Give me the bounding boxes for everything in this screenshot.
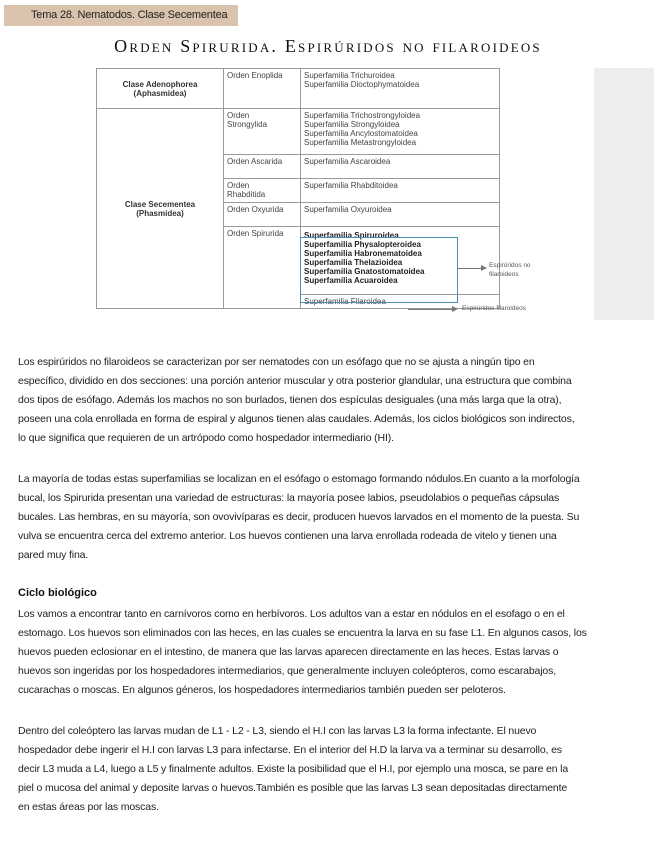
enoplida-families: Superfamilia Trichuroidea Superfamilia Dioctophymatoidea [301,69,500,109]
order-rhabditida: Orden Rhabditida [224,179,301,203]
classification-figure [96,68,554,320]
rhabditida-family: Superfamilia Rhabditoidea [301,179,500,203]
chapter-tag: Tema 28. Nematodos. Clase Secementea [4,5,238,26]
label-filaroideos: Espirúridos filaroideos [462,305,526,312]
class-secementea-cell: Clase Secementea (Phasmidea) [97,109,224,309]
paragraph-2: La mayoría de todas estas superfamilias se localizan en el esófago o estomago formando nódulos.En cuanto a la morfología bucal, los Spirurida presentan una variedad de estructuras: la mayoría posee labios, pseudolabios o pequeñas cápsulas bucales. Las hembras, en su mayoría, son ovovivíparas es decir, producen huevos larvados en el momento de la puesta. Su vulva se encuentra cerca del extremo anterior. Los huevos contienen una larva enrollada rodeada de vitelo y tienen una pared muy fina. [18,473,580,561]
strongylida-families: Superfamilia Trichostrongyloidea Superfamilia Strongyloidea Superfamilia Ancylostomatoidea Superfamilia Metastrongyloidea [301,109,500,155]
paragraph-3: Los vamos a encontrar tanto en carnívoros como en herbívoros. Los adultos van a estar en nódulos en el esofago o en el estomago. Los huevos son eliminados con las heces, en las cuales se encuentra la larva en su fase L1. En algunos casos, los huevos pueden eclosionar en el intestino, de manera que las larvas aparecen directamente en las heces. Estas larvas o huevos son ingeridas por los hospedadores intermediarios, que generalmente incluyen coleópteros, como escarabajos, cucarachas o moscas. En algunos géneros, los hospedadores intermediarios también pueden ser peloteros. [18,608,587,696]
paragraph-1: Los espirúridos no filaroideos se caracterizan por ser nematodes con un esófago que no se ajusta a ningún tipo en específico, dividido en dos secciones: una porción anterior muscular y otra posterior glandular, una estructura que combina dos tipos de esófago. Además los machos no son burlados, tienen dos espículas desiguales (una más larga que la otra), poseen una cola enrollada en forma de espiral y algunos tienen alas caudales. Además, los ciclos biológicos son indirectos, lo que significa que requieren de un artrópodo como hospedador intermediario (HI). [18,356,575,444]
order-ascarida: Orden Ascarida [224,155,301,179]
arrow-head-filaroid [452,306,458,312]
order-strongylida: Orden Strongylida [224,109,301,155]
order-enoplida: Orden Enoplida [224,69,301,109]
section-title-ciclo: Ciclo biológico [18,587,97,599]
arrow-line-no-filaroid [457,268,481,269]
class-adenophorea-cell: Clase Adenophorea (Aphasmidea) [97,69,224,109]
arrow-head-no-filaroid [481,265,487,271]
ascarida-family: Superfamilia Ascaroidea [301,155,500,179]
filaroidea-family: Superfamilia Filaroidea [301,295,500,309]
non-filaroid-highlight-box [300,237,458,303]
oxyurida-family: Superfamilia Oxyuroidea [301,203,500,227]
spirurida-families: Superfamilia Spiruroidea Superfamilia Physalopteroidea Superfamilia Habronematoidea Superfamilia Thelazioidea Superfamilia Gnatostomatoidea Superfamilia Acuaroidea [301,227,500,295]
paragraph-4: Dentro del coleóptero las larvas mudan de L1 - L2 - L3, siendo el H.I con las larvas L3 la forma infectante. El nuevo hospedador debe ingerir el H.I con larvas L3 para infectarse. En el interior del H.D la larva va a terminar su desarrollo, es decir L3 muda a L4, luego a L5 y finalmente adultos. Existe la posibilidad que el H.I, por ejemplo una mosca, se pare en la piel o mucosa del animal y deposite larvas o huevos.También es posible que las larvas L3 sean depositadas directamente en estas áreas por las moscas. [18,725,569,813]
page-title: Orden Spirurida. Espirúridos no filaroideos [114,36,542,56]
arrow-line-filaroid [408,309,452,310]
order-oxyurida: Orden Oxyurida [224,203,301,227]
label-no-filaroideos: Espirúridos no filaroideos [489,262,531,278]
order-spirurida: Orden Spirurida [224,227,301,309]
figure-side-shade [594,68,654,320]
